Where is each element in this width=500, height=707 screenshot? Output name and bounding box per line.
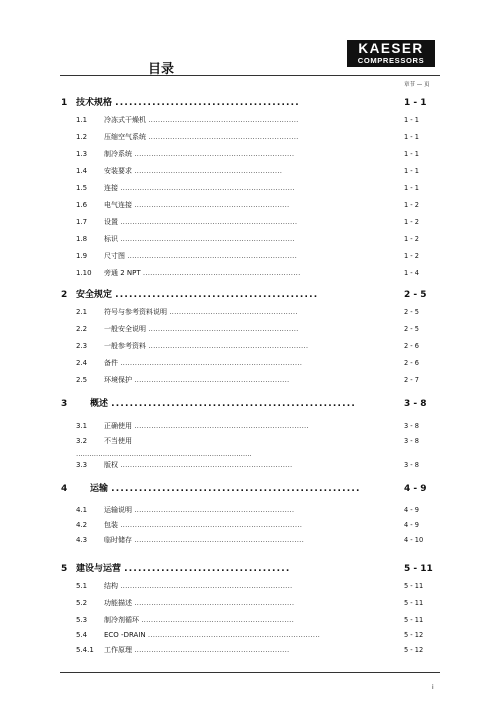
toc-title-text: 尺寸图 <box>104 252 125 260</box>
toc-title-text: 连接 <box>104 184 118 192</box>
toc-leader-dots: ......................................................................... <box>120 218 298 226</box>
toc-title <box>104 581 292 591</box>
toc-page: 2 - 6 <box>404 342 419 350</box>
toc-number: 2 <box>61 290 68 300</box>
toc-number: 2.3 <box>76 342 88 350</box>
toc-title <box>90 484 361 494</box>
toc-leader-dots: ........................................ <box>115 98 300 108</box>
toc-leader-dots: ........................................................................ <box>134 422 309 430</box>
toc-page: 1 - 1 <box>404 167 419 175</box>
toc-title-text: 压缩空气系统 <box>104 133 146 141</box>
toc-title-text: 结构 <box>104 582 118 590</box>
toc-page: 5 - 11 <box>404 564 433 574</box>
toc-title <box>104 505 294 515</box>
toc-title <box>104 375 289 385</box>
toc-title <box>104 615 294 625</box>
toc-title-text: 运输说明 <box>104 506 132 514</box>
toc-title <box>104 234 295 244</box>
toc-title <box>104 217 297 227</box>
toc-number: 5.2 <box>76 599 88 607</box>
toc-page: 2 - 5 <box>404 308 419 316</box>
toc-number: 5.4.1 <box>76 646 94 654</box>
toc-title-text: 标识 <box>104 235 118 243</box>
toc-number: 1 <box>61 98 68 108</box>
toc-title <box>104 166 282 176</box>
toc-title <box>104 630 320 640</box>
toc-page: 2 - 6 <box>404 359 419 367</box>
toc-number: 1.5 <box>76 184 88 192</box>
toc-title-text: 包装 <box>104 521 118 529</box>
toc-title <box>104 307 298 317</box>
toc-number: 5.3 <box>76 616 88 624</box>
toc-number: 5 <box>61 564 68 574</box>
toc-page: 5 - 12 <box>404 631 424 639</box>
toc-title-text: 一般参考资料 <box>104 342 146 350</box>
toc-title <box>104 421 309 431</box>
toc-leader-dots: ..................................................... <box>111 399 356 409</box>
toc-title-text: 概述 <box>90 399 109 409</box>
toc-page: 2 - 5 <box>404 325 419 333</box>
toc-number: 3.3 <box>76 461 88 469</box>
toc-title <box>104 183 295 193</box>
toc-page: 5 - 11 <box>404 582 424 590</box>
toc-leader-dots: ................................................................ <box>134 201 290 209</box>
toc-number: 1.2 <box>76 133 88 141</box>
toc-page: 1 - 1 <box>404 133 419 141</box>
toc-title <box>104 268 301 278</box>
toc-leader-dots: .............................................................. <box>148 325 299 333</box>
toc-number: 1.7 <box>76 218 88 226</box>
toc-leader-dots: ..................................................... <box>169 308 298 316</box>
toc-number: 3.2 <box>76 437 88 445</box>
toc-title <box>104 436 132 446</box>
toc-title <box>104 132 299 142</box>
toc-title <box>104 358 302 368</box>
toc-title <box>104 341 308 351</box>
toc-page: 5 - 11 <box>404 616 424 624</box>
toc-title-text: 不当使用 <box>104 437 132 445</box>
toc-page: 1 - 1 <box>404 116 419 124</box>
footer-rule <box>60 672 440 673</box>
toc-leader-dots: ........................................................................... <box>120 359 303 367</box>
toc-page: 5 - 12 <box>404 646 424 654</box>
toc-title-text: 安全规定 <box>76 290 113 300</box>
toc-title <box>76 564 290 574</box>
toc-title-text: 运输 <box>90 484 109 494</box>
toc-leader-dots: .............................................................. <box>148 116 299 124</box>
header-rule <box>60 75 440 76</box>
toc-leader-dots: .................................................................. <box>148 342 309 350</box>
toc-title <box>104 200 289 210</box>
toc-number: 2.5 <box>76 376 88 384</box>
toc-number: 1.3 <box>76 150 88 158</box>
toc-title <box>104 324 299 334</box>
toc-leader-dots: ...................................................... <box>111 484 361 494</box>
toc-page: 4 - 9 <box>404 521 419 529</box>
toc-title-text: 临时储存 <box>104 536 132 544</box>
toc-number: 1.8 <box>76 235 88 243</box>
toc-title-text: 建设与运营 <box>76 564 122 574</box>
toc-page: 1 - 2 <box>404 218 419 226</box>
toc-number: 4.3 <box>76 536 88 544</box>
toc-leader-dots: ........................................................................... <box>120 521 303 529</box>
toc-page: 1 - 2 <box>404 201 419 209</box>
toc-page: 4 - 9 <box>404 484 427 494</box>
toc-leader-dots: .............................................................. <box>148 133 299 141</box>
toc-title-text: 设置 <box>104 218 118 226</box>
toc-title <box>104 535 304 545</box>
toc-title <box>104 149 294 159</box>
toc-leader-dots: .................................................................. <box>134 150 295 158</box>
toc-title-text: 电气连接 <box>104 201 132 209</box>
toc-page: 2 - 7 <box>404 376 419 384</box>
toc-leader-dots: ...................................................................... <box>134 536 304 544</box>
toc-title <box>104 115 299 125</box>
toc-title-text: 版权 <box>104 461 118 469</box>
toc-page: 1 - 1 <box>404 184 419 192</box>
toc-number: 1.10 <box>76 269 92 277</box>
logo-brand: KAESER <box>358 41 424 56</box>
toc-title-text: 制冷剂循环 <box>104 616 139 624</box>
toc-leader-dots: .................................................................. <box>134 506 295 514</box>
toc-page: 2 - 5 <box>404 290 427 300</box>
toc-leader-dots: ................................................................ <box>134 376 290 384</box>
toc-title-text: 备件 <box>104 359 118 367</box>
toc-number: 4.1 <box>76 506 88 514</box>
logo-subtitle: COMPRESSORS <box>357 56 425 65</box>
footer-page-number: i <box>432 684 434 691</box>
page-title: 目录 <box>148 62 175 77</box>
toc-title-text: 技术规格 <box>76 98 113 108</box>
toc-number: 1.6 <box>76 201 88 209</box>
toc-title-text: 环境保护 <box>104 376 132 384</box>
toc-number: 5.1 <box>76 582 88 590</box>
toc-title-text: 制冷系统 <box>104 150 132 158</box>
toc-title <box>76 290 318 300</box>
toc-page: 3 - 8 <box>404 437 419 445</box>
toc-number: 2.2 <box>76 325 88 333</box>
toc-number: 2.4 <box>76 359 88 367</box>
toc-page: 5 - 11 <box>404 599 424 607</box>
toc-leader-dots: ....................................................................... <box>120 461 293 469</box>
toc-title <box>104 251 297 261</box>
toc-title <box>104 598 294 608</box>
toc-page: 1 - 2 <box>404 252 419 260</box>
toc-title-text: 正确使用 <box>104 422 132 430</box>
toc-number: 4.2 <box>76 521 88 529</box>
toc-page: 1 - 2 <box>404 235 419 243</box>
kaeser-logo <box>347 40 435 67</box>
toc-leader-dots: ...................................................................... <box>127 252 297 260</box>
toc-number: 3.1 <box>76 422 88 430</box>
toc-number: 1.1 <box>76 116 88 124</box>
toc-page: 1 - 1 <box>404 150 419 158</box>
toc-leader-dots: ........................................................................ <box>120 235 295 243</box>
toc-leader-dots: ........................................................................ <box>120 184 295 192</box>
toc-leader-dots: ............................................................. <box>134 167 283 175</box>
toc-title-text: 一般安全说明 <box>104 325 146 333</box>
toc-page: 3 - 8 <box>404 399 427 409</box>
toc-title-text: 安装要求 <box>104 167 132 175</box>
toc-leader-dots: .................................... <box>124 564 291 574</box>
toc-leader-dots: .................................................................. <box>134 599 295 607</box>
toc-page: 3 - 8 <box>404 461 419 469</box>
toc-title-text: 工作原理 <box>104 646 132 654</box>
toc-title-text: 冷冻式干燥机 <box>104 116 146 124</box>
toc-number: 4 <box>61 484 68 494</box>
toc-leader-dots: ................................................................. <box>142 269 301 277</box>
toc-number: 5.4 <box>76 631 88 639</box>
toc-title-text: 符号与参考资料说明 <box>104 308 167 316</box>
toc-page: 1 - 1 <box>404 98 427 108</box>
toc-title <box>104 520 302 530</box>
toc-title-text: 功能描述 <box>104 599 132 607</box>
toc-leader-dots: ....................................................................... <box>147 631 321 639</box>
toc-title <box>90 399 356 409</box>
toc-page: 4 - 10 <box>404 536 424 544</box>
toc-page: 3 - 8 <box>404 422 419 430</box>
toc-number: 2.1 <box>76 308 88 316</box>
toc-title <box>104 460 292 470</box>
toc-dot-line: ............................................................................... <box>76 450 252 458</box>
toc-number: 1.9 <box>76 252 88 260</box>
toc-number: 3 <box>61 399 68 409</box>
toc-leader-dots: ............................................................... <box>141 616 295 624</box>
toc-leader-dots: ................................................................ <box>134 646 290 654</box>
toc-title <box>76 98 300 108</box>
toc-page: 4 - 9 <box>404 506 419 514</box>
toc-number: 1.4 <box>76 167 88 175</box>
toc-title <box>104 645 289 655</box>
toc-page: 1 - 4 <box>404 269 419 277</box>
column-header: 章节 — 页 <box>404 82 430 88</box>
toc-title-text: ECO -DRAIN <box>104 631 146 639</box>
toc-leader-dots: ............................................ <box>115 290 319 300</box>
toc-leader-dots: ....................................................................... <box>120 582 293 590</box>
toc-title-text: 旁通 2 NPT <box>104 269 141 277</box>
